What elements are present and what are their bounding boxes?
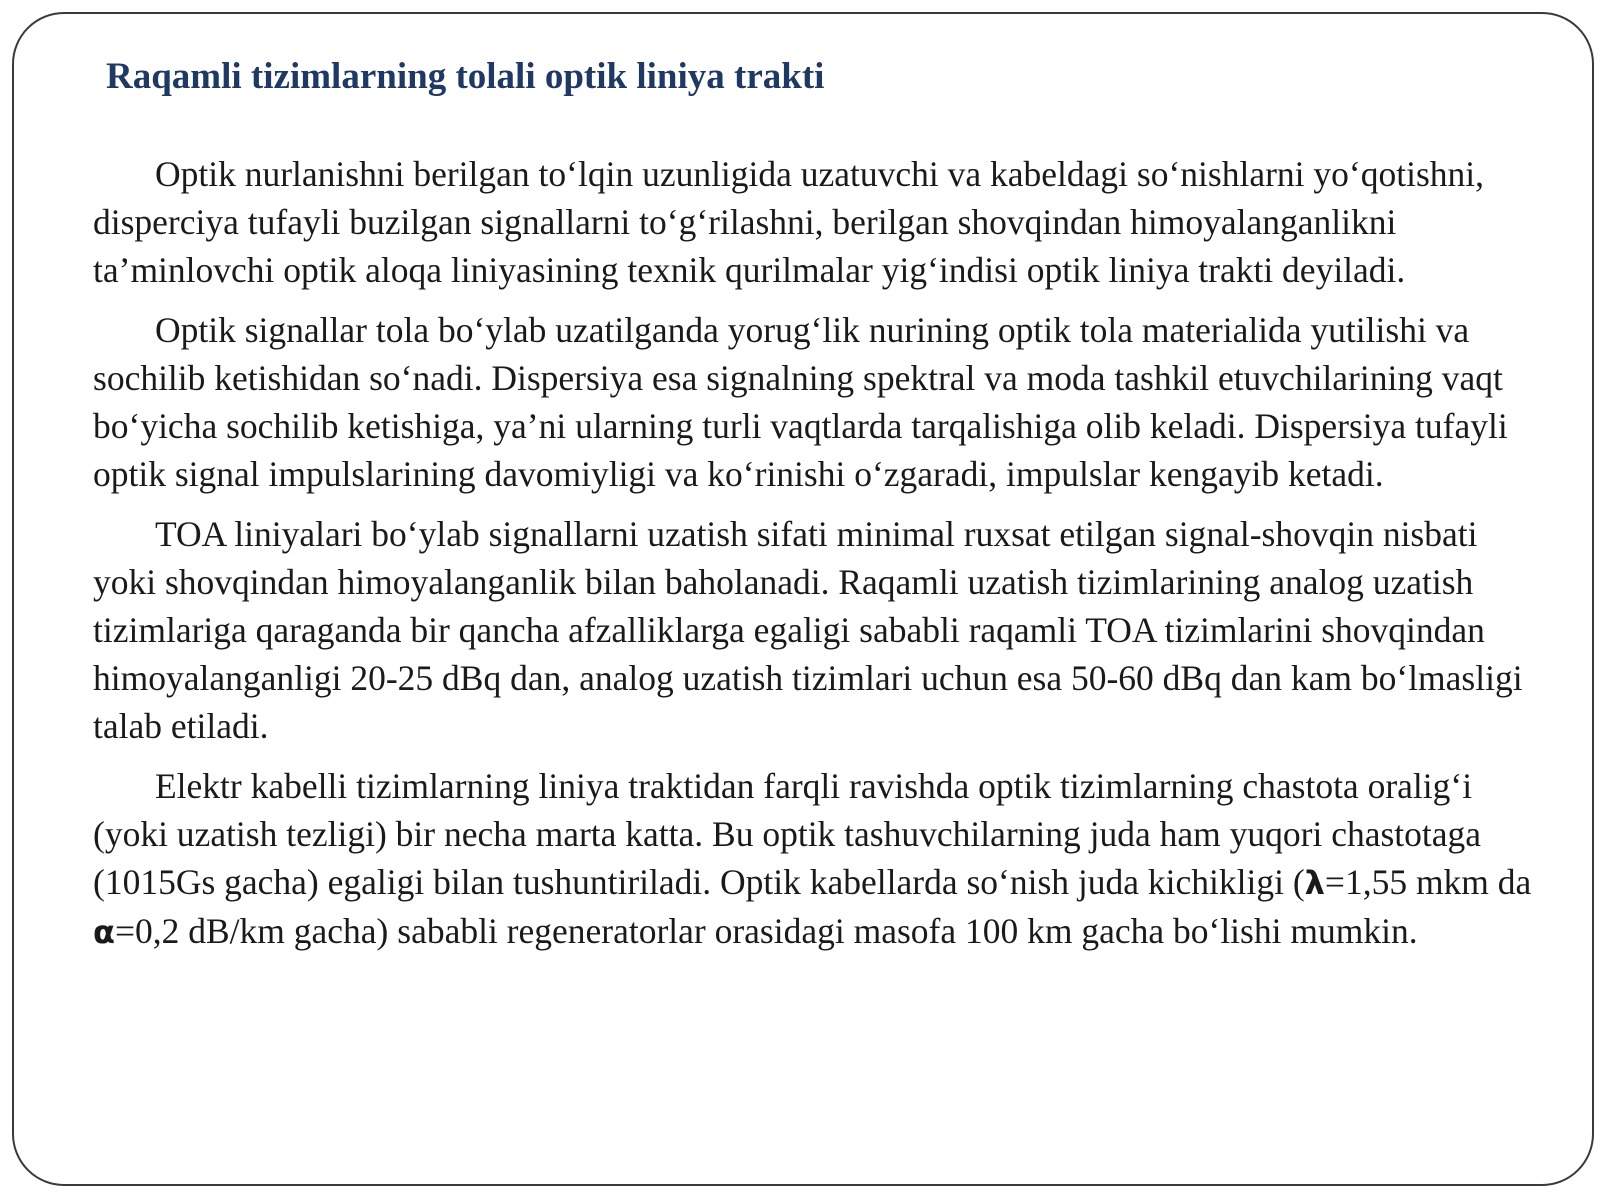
alpha-symbol: α (93, 913, 115, 951)
paragraph-optical-line-definition: Optik nurlanishni berilgan to‘lqin uzunligida uzatuvchi va kabeldagi so‘nishlarni yo‘qotishni, disperciya tufayli buzilgan signallarni to‘g‘rilashni, berilgan shovqindan himoyalanganlikni ta’minlovchi optik aloqa liniyasining texnik qurilmalar yig‘indisi optik liniya trakti deyiladi. (93, 154, 1485, 290)
paragraph-text-part-2: =1,55 mkm da (1324, 862, 1532, 902)
slide-title: Raqamli tizimlarning tolali optik liniya trakti (106, 56, 825, 97)
paragraph-bandwidth-regenerators (93, 762, 1538, 956)
lambda-symbol: λ (1304, 864, 1325, 902)
paragraph-text-part-1: Elektr kabelli tizimlarning liniya traktidan farqli ravishda optik tizimlarning chastota oralig‘i (yoki uzatish tezligi) bir necha marta katta. Bu optik tashuvchilarning juda ham yuqori chastotaga (1015Gs gacha) egaligi bilan tushuntiriladi. Optik kabellarda so‘nish juda kichikligi ( (93, 766, 1482, 902)
paragraph-attenuation-dispersion: Optik signallar tola bo‘ylab uzatilganda yorug‘lik nurining optik tola materialida yutilishi va sochilib ketishidan so‘nadi. Dispersiya esa signalning spektral va moda tashkil etuvchilarining vaqt bo‘yicha sochilib ketishiga, ya’ni ularning turli vaqtlarda tarqalishiga olib keladi. Dispersiya tufayli optik signal impulslarining davomiyligi va ko‘rinishi o‘zgaradi, impulslar kengayib ketadi. (93, 310, 1508, 494)
slide-body (93, 150, 1538, 968)
paragraph-text-part-3: =0,2 dB/km gacha) sababli regeneratorlar orasidagi masofa 100 km gacha bo‘lishi mumkin. (114, 911, 1418, 951)
slide-frame (12, 12, 1594, 1186)
paragraph-noise-immunity: TOA liniyalari bo‘ylab signallarni uzatish sifati minimal ruxsat etilgan signal-shovqin nisbati yoki shovqindan himoyalanganlik bilan baholanadi. Raqamli uzatish tizimlarining analog uzatish tizimlariga qaraganda bir qancha afzalliklarga egaligi sababli raqamli TOA tizimlarini shovqindan himoyalanganligi 20-25 dBq dan, analog uzatish tizimlari uchun esa 50-60 dBq dan kam bo‘lmasligi talab etiladi. (93, 514, 1523, 746)
